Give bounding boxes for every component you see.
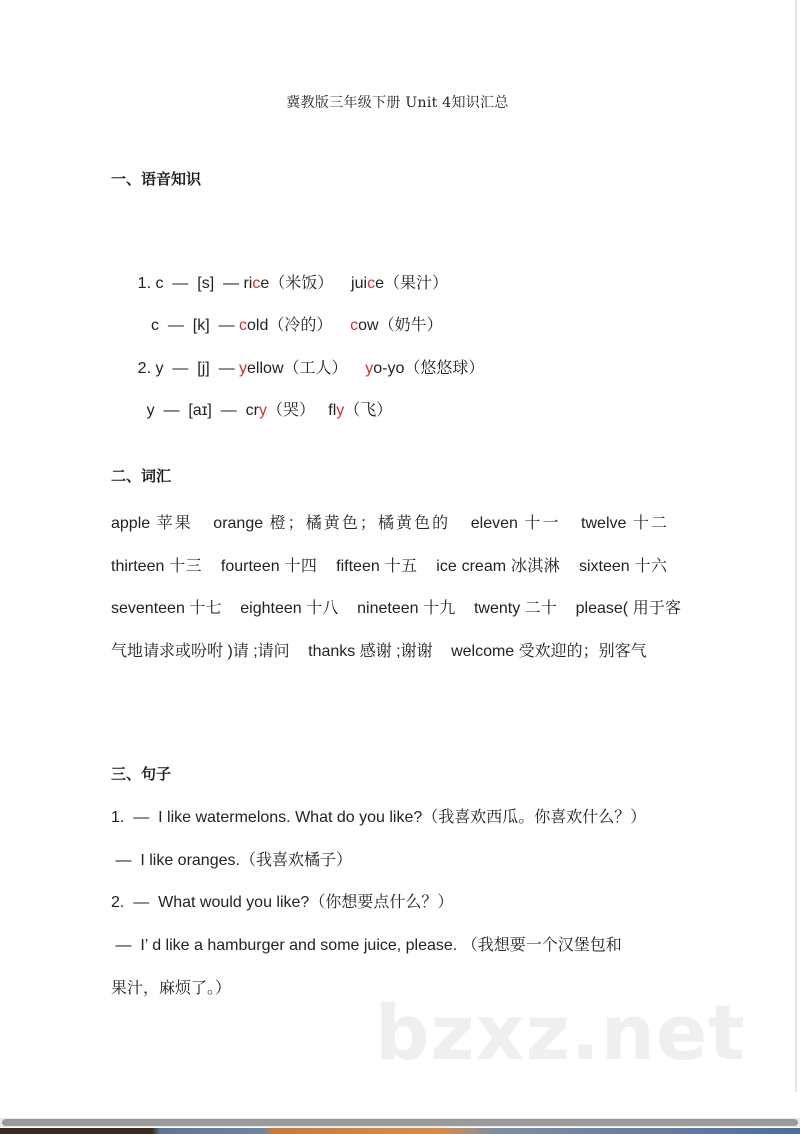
section-heading-phonics: 一、语音知识 bbox=[111, 170, 202, 188]
desktop-background-strip bbox=[0, 1128, 800, 1134]
scrollbar-thumb[interactable] bbox=[2, 1119, 798, 1126]
vocab-item: twelve 十二 bbox=[581, 515, 667, 532]
text-segment: c — [k] — bbox=[137, 317, 240, 334]
vocab-item: eighteen 十八 bbox=[240, 600, 339, 617]
vocab-item: seventeen 十七 bbox=[111, 600, 222, 617]
vocab-item: sixteen 十六 bbox=[578, 557, 667, 575]
vocab-item: welcome 受欢迎的；别客气 bbox=[451, 642, 647, 660]
sentence-line: 2. — What would you like?（你想要点什么？） bbox=[111, 894, 454, 911]
text-segment: ellow（工人） bbox=[247, 360, 366, 377]
sentence-line: — I’ d like a hamburger and some juice, please. （我想要一个汉堡包和 bbox=[111, 937, 622, 954]
text-segment: 2. y — [j] — bbox=[137, 360, 240, 377]
horizontal-scrollbar[interactable] bbox=[0, 1118, 800, 1127]
document-title: 冀教版三年级下册 Unit 4知识汇总 bbox=[286, 95, 509, 111]
vocabulary-list bbox=[111, 503, 681, 673]
vocab-item: nineteen 十九 bbox=[357, 600, 456, 617]
vocab-item: fifteen 十五 bbox=[336, 557, 418, 575]
vocab-item: ice cream 冰淇淋 bbox=[436, 557, 561, 575]
section-heading-sentences: 三、句子 bbox=[111, 765, 172, 783]
highlighted-letter: c bbox=[239, 317, 248, 334]
sentence-line: 1. — I like watermelons. What do you like?（我喜欢西瓜。你喜欢什么？） bbox=[111, 809, 647, 826]
text-segment: e（米饭） jui bbox=[260, 275, 368, 292]
text-segment: e（果汁） bbox=[375, 275, 448, 292]
sentence-line: — I like oranges.（我喜欢橘子） bbox=[111, 852, 352, 869]
text-segment: （哭） fl bbox=[266, 402, 337, 419]
phonics-line-4 bbox=[111, 379, 392, 438]
section-heading-vocabulary: 二、词汇 bbox=[111, 467, 172, 485]
text-segment: ow（奶牛） bbox=[358, 317, 443, 334]
text-segment: 1. c — [s] — ri bbox=[137, 275, 253, 292]
text-segment: y — [aɪ] — cr bbox=[137, 402, 259, 419]
vocab-item: thirteen 十三 bbox=[111, 557, 203, 575]
highlighted-letter: y bbox=[258, 402, 267, 419]
text-segment: （飞） bbox=[344, 402, 393, 419]
vocab-item: orange 橙；橘黄色；橘黄色的 bbox=[213, 515, 451, 532]
highlighted-letter: y bbox=[365, 360, 374, 377]
text-segment: old（冷的） bbox=[247, 317, 351, 334]
vocab-item: eleven 十一 bbox=[470, 515, 561, 532]
vocab-item: fourteen 十四 bbox=[220, 557, 318, 575]
vocab-item: please( 用于客气地请求或吩咐 )请 ;请问 bbox=[111, 600, 681, 660]
vocab-item: thanks 感谢 ;谢谢 bbox=[308, 642, 433, 660]
highlighted-letter: y bbox=[239, 360, 248, 377]
vocab-item: twenty 二十 bbox=[473, 600, 558, 617]
highlighted-letter: c bbox=[367, 275, 376, 292]
text-segment: o-yo（悠悠球） bbox=[373, 360, 485, 377]
highlighted-letter: c bbox=[350, 317, 359, 334]
highlighted-letter: c bbox=[252, 275, 261, 292]
sentence-line: 果汁，麻烦了。） bbox=[111, 980, 232, 997]
watermark: bzxz.net bbox=[375, 988, 746, 1077]
vocab-item: apple 苹果 bbox=[111, 515, 193, 532]
highlighted-letter: y bbox=[336, 402, 345, 419]
